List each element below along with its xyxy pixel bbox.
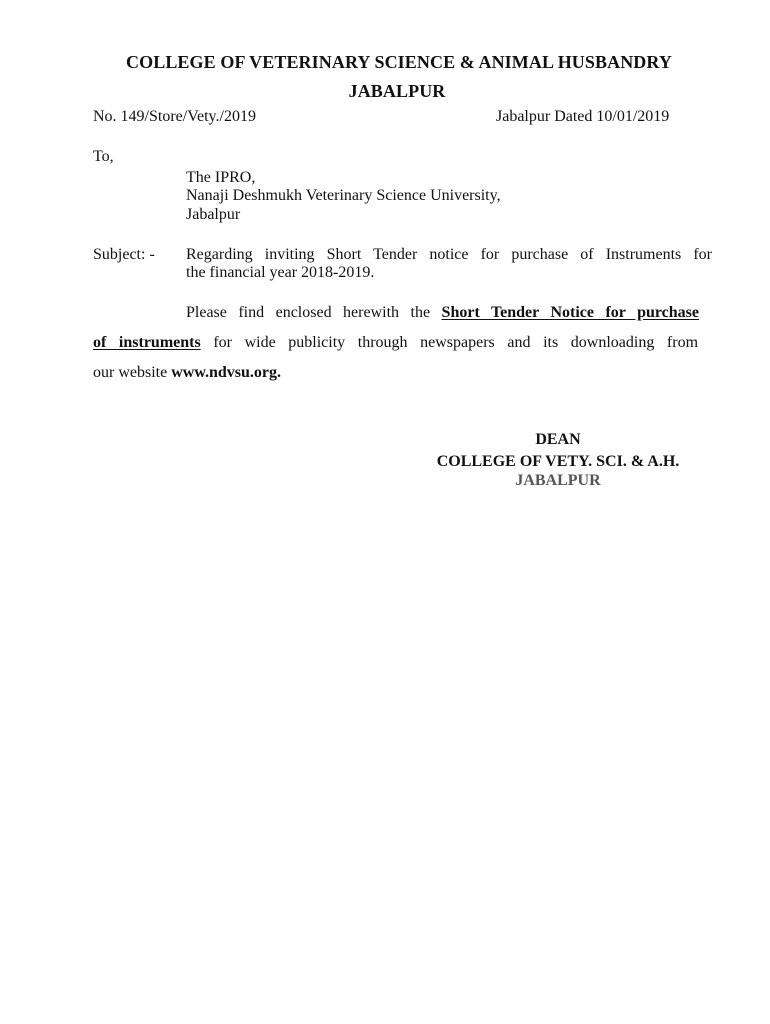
website-link[interactable]: www.ndvsu.org. (171, 364, 282, 381)
recipient-line-3: Jabalpur (186, 206, 241, 223)
body-line-3 (93, 364, 281, 382)
salutation: To, (93, 148, 114, 165)
body-emphasis-2: of instruments (93, 334, 201, 351)
website-prefix: our website (93, 364, 168, 381)
body-line-2 (93, 334, 698, 352)
city-heading: JABALPUR (348, 81, 446, 101)
subject-line-2: the financial year 2018-2019. (186, 264, 375, 281)
college-name-heading: COLLEGE OF VETERINARY SCIENCE & ANIMAL HUSBANDRY (126, 52, 672, 72)
signature-office: COLLEGE OF VETY. SCI. & A.H. (436, 453, 680, 470)
body-emphasis-1: Short Tender Notice for purchase (441, 304, 700, 321)
body-intro: Please find enclosed herewith the (186, 304, 431, 321)
subject-text (186, 246, 712, 282)
subject-label: Subject: - (93, 246, 155, 263)
recipient-line-2: Nanaji Deshmukh Veterinary Science University, (186, 187, 501, 204)
letter-date: Jabalpur Dated 10/01/2019 (496, 108, 670, 125)
subject-line-1: Regarding inviting Short Tender notice for purchase of Instruments for (186, 246, 712, 263)
body-middle: for wide publicity through newspapers and its downloading from (213, 334, 699, 351)
body-line-1 (186, 304, 699, 322)
signature-place: JABALPUR (515, 472, 601, 489)
reference-number: No. 149/Store/Vety./2019 (93, 108, 256, 125)
signature-title: DEAN (535, 431, 581, 448)
recipient-line-1: The IPRO, (186, 169, 256, 186)
